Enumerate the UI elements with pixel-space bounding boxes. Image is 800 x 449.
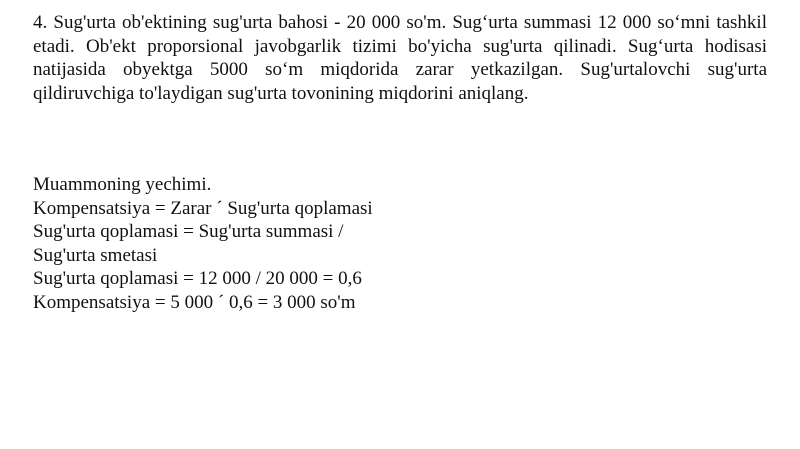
formula-coverage: Sug'urta qoplamasi = Sug'urta summasi / xyxy=(33,221,344,243)
coverage-calculation: Sug'urta qoplamasi = 12 000 / 20 000 = 0,6 xyxy=(33,268,362,290)
formula-coverage-continued: Sug'urta smetasi xyxy=(33,244,158,266)
solution-block xyxy=(33,173,733,315)
formula-compensation: Kompensatsiya = Zarar ´ Sug'urta qoplamasi xyxy=(33,197,373,219)
compensation-calculation: Kompensatsiya = 5 000 ´ 0,6 = 3 000 so'm xyxy=(33,291,356,313)
problem-statement: 4. Sug'urta ob'ektining sug'urta bahosi - 20 000 so'm. Sug‘urta summasi 12 000 so‘mni tashkil etadi. Ob'ekt proporsional javobgarlik tizimi bo'yicha sug'urta qilinadi. Sug‘urta hodisasi natijasida obyektga 5000 so‘m miqdorida zarar yetkazilgan. Sug'urtalovchi sug'urta qildiruvchiga to'laydigan sug'urta tovonining miqdorini aniqlang. xyxy=(33,12,767,104)
solution-heading: Muammoning yechimi. xyxy=(33,174,212,195)
